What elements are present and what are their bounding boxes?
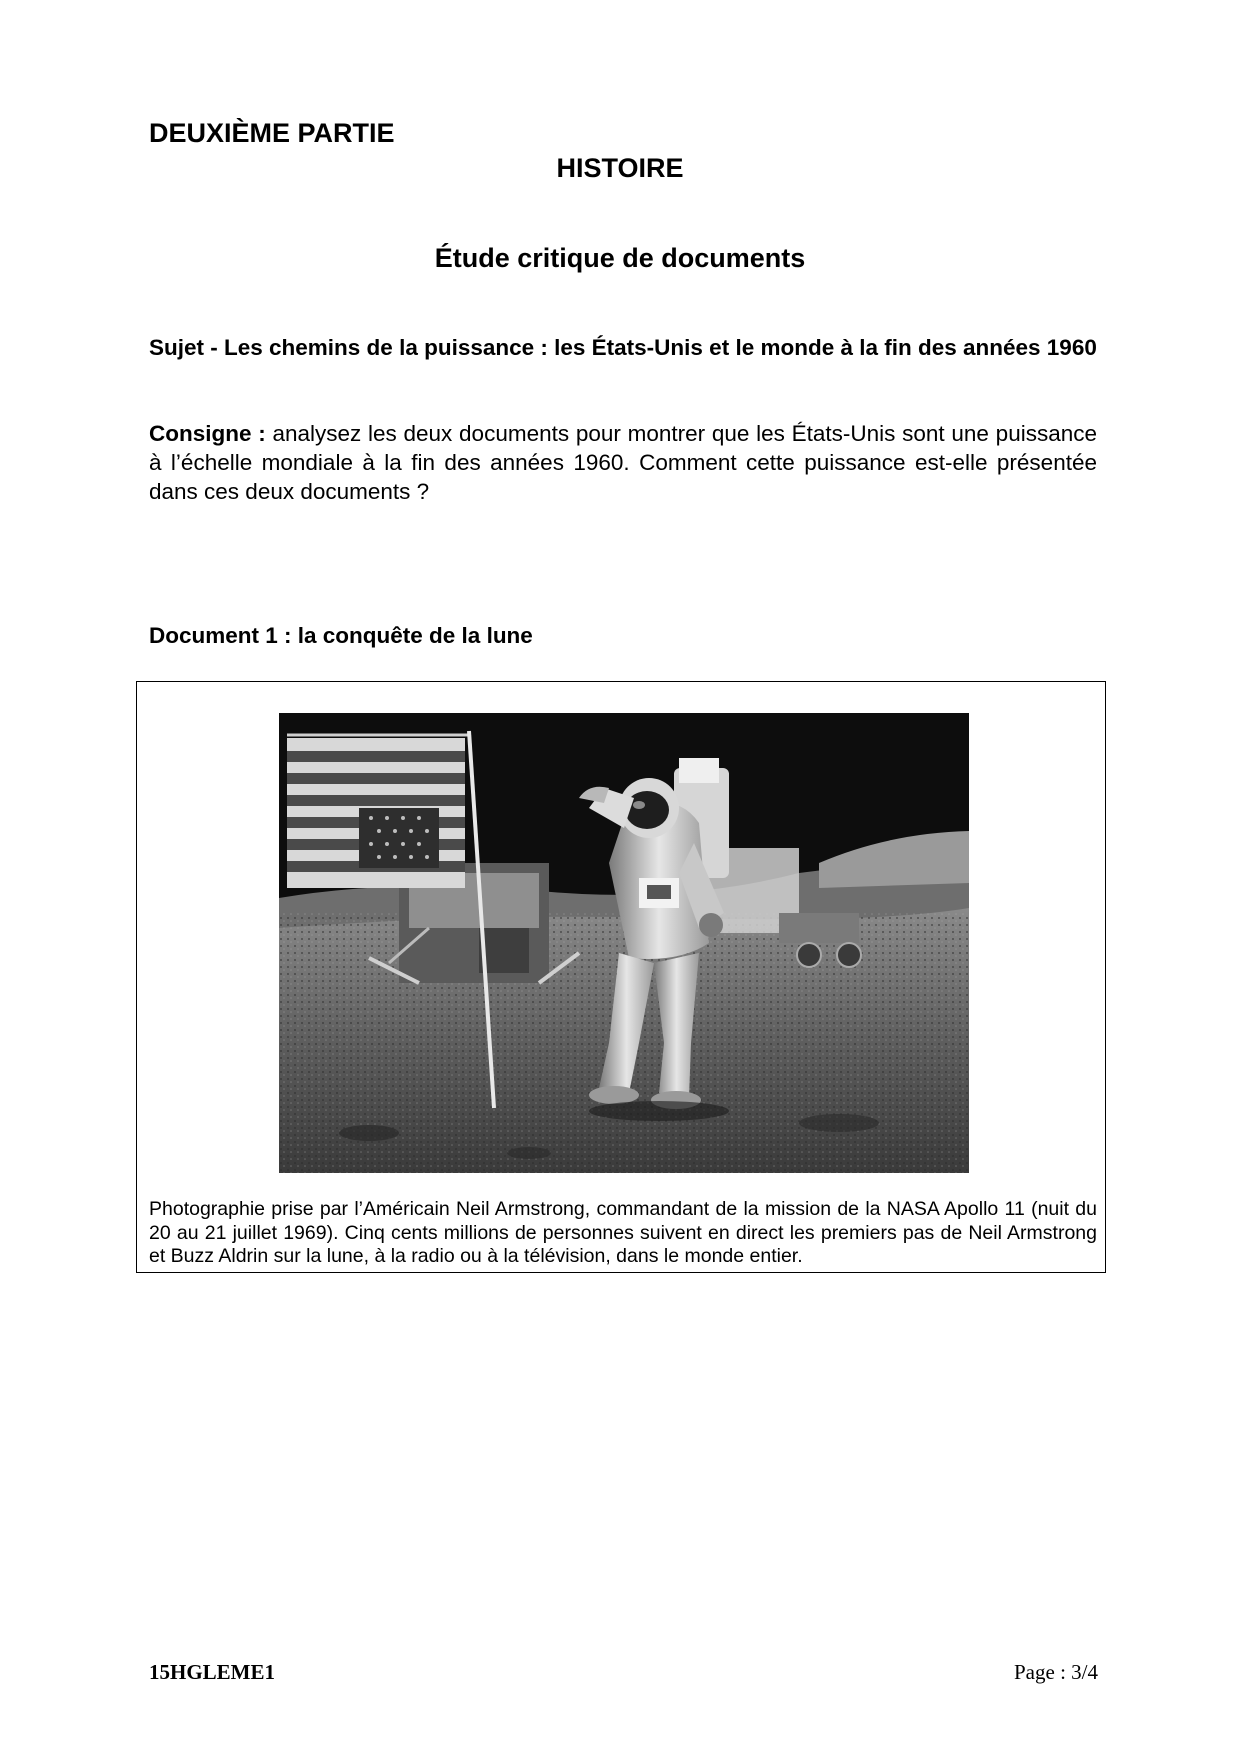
document1-caption: Photographie prise par l’Américain Neil Armstrong, commandant de la mission de la NASA Apollo 11 (nuit du 20 au 21 juillet 1969). Cinq cents millions de personnes suivent en direct les premiers pas de Neil Armstrong et Buzz Aldrin sur la lune, à la radio ou à la télévision, dans le monde entier.: [149, 1198, 1097, 1267]
footer-page-number: Page : 3/4: [1014, 1660, 1098, 1684]
moon-landing-photo: [279, 713, 969, 1173]
american-flag-shape: [287, 735, 469, 888]
instruction-text: analysez les deux documents pour montrer que les États-Unis sont une puissance à l’échelle mondiale à la fin des années 1960. Comment cette puissance est-elle présentée dans ces deux documents ?: [149, 421, 1097, 504]
moon-landing-illustration: [279, 713, 969, 1173]
instruction-label: Consigne :: [149, 421, 266, 446]
subsection-title: Étude critique de documents: [434, 243, 806, 273]
instruction-paragraph: [149, 419, 1097, 506]
footer-exam-code: 15HGLEME1: [149, 1660, 276, 1684]
section-title: [0, 153, 1240, 184]
subject-heading: Sujet - Les chemins de la puissance : les États-Unis et le monde à la fin des années 1960: [149, 335, 1097, 360]
part-title: DEUXIÈME PARTIE: [149, 118, 395, 148]
section-title-text: HISTOIRE: [556, 153, 684, 183]
document1-title: Document 1 : la conquête de la lune: [149, 623, 533, 648]
